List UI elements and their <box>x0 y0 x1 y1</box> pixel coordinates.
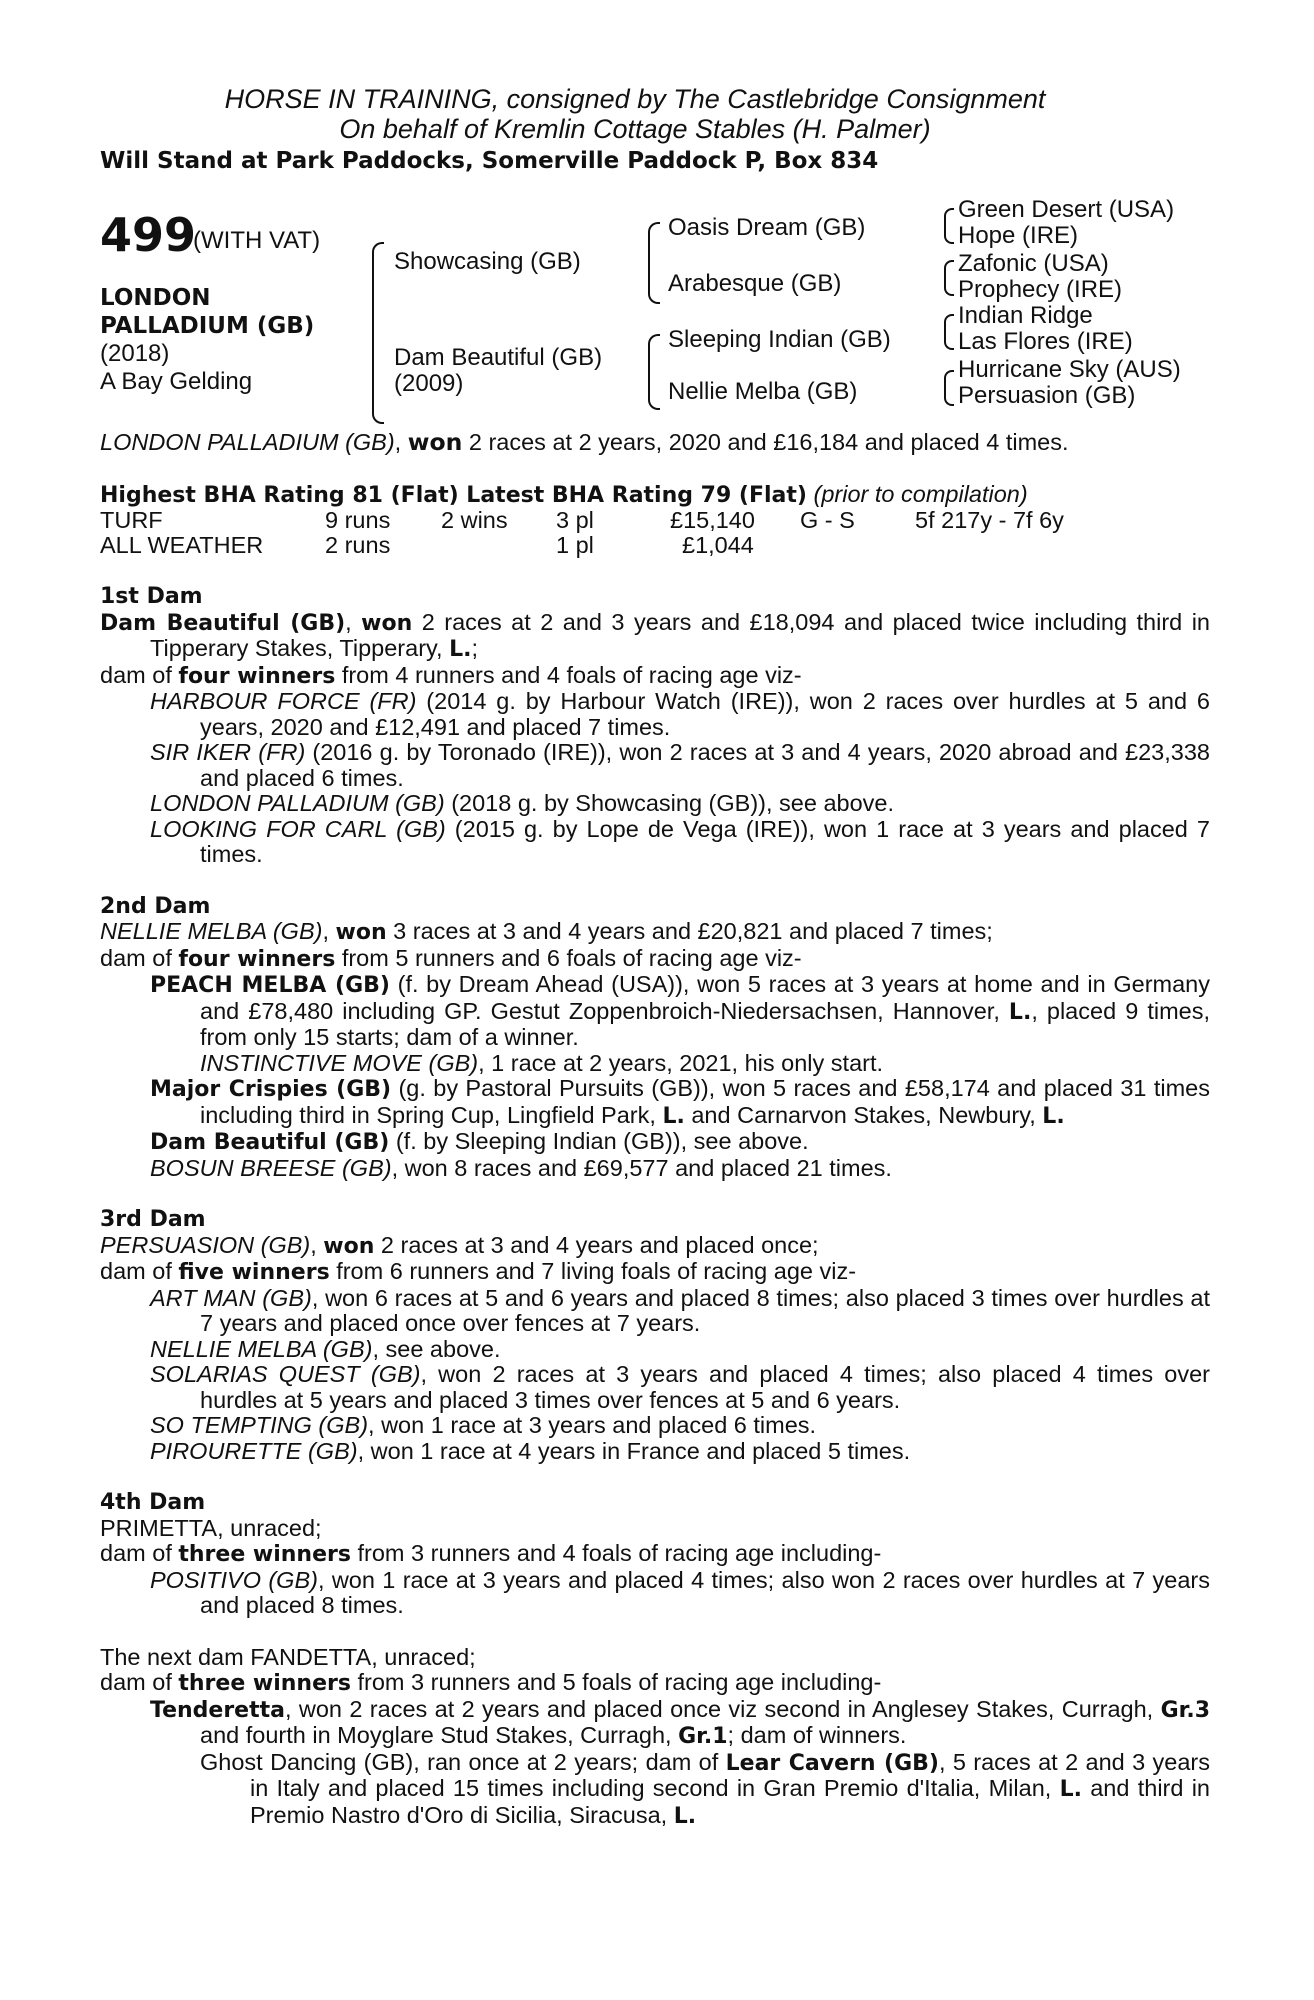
bracket-oasis <box>944 208 954 244</box>
offspring-entry: Major Crispies (GB) (g. by Pastoral Pursuits (GB)), won 5 races and £58,174 and placed 31 times including third in Spring Cup, Lingfield Park, L. and Carnarvon Stakes, Newbury, L. <box>150 1075 1210 1129</box>
gs-7: Hurricane Sky (AUS) <box>958 356 1181 383</box>
turf-row: TURF 9 runs 2 wins 3 pl £15,140 G - S 5f 217y - 7f 6y <box>100 507 1064 533</box>
horse-description: A Bay Gelding <box>100 368 253 395</box>
dam-record: PRIMETTA, unraced; <box>100 1514 322 1541</box>
produce-summary: dam of four winners from 4 runners and 4 foals of racing age viz- <box>100 661 802 689</box>
bracket-sleeping <box>944 314 954 350</box>
offspring-entry: PEACH MELBA (GB) (f. by Dream Ahead (USA)), won 5 races at 3 years at home and in Germany and £78,480 including GP. Gestut Zoppenbroich-Niedersachsen, Hannover, L., placed 9 times, from only 15 starts; dam of a winner. <box>150 971 1210 1050</box>
consignor-header <box>60 84 1210 144</box>
offspring-entry: LONDON PALLADIUM (GB) (2018 g. by Showcasing (GB)), see above. <box>150 790 895 816</box>
offspring-entry: Tenderetta, won 2 races at 2 years and placed once viz second in Anglesey Stakes, Curragh, Gr.3 and fourth in Moyglare Stud Stakes, Curragh, Gr.1; dam of winners. <box>150 1695 1210 1749</box>
fourth-dam-section <box>100 1490 1210 1619</box>
offspring-entry: NELLIE MELBA (GB), see above. <box>150 1335 501 1362</box>
offspring-entry: HARBOUR FORCE (FR) (2014 g. by Harbour Watch (IRE)), won 2 races over hurdles at 5 and 6 years, 2020 and £12,491 and placed 7 times. <box>150 688 1210 740</box>
pedigree-bracket <box>372 242 384 424</box>
race-summary: LONDON PALLADIUM (GB), won 2 races at 2 years, 2020 and £16,184 and placed 4 times. <box>100 428 1069 456</box>
gs-4: Prophecy (IRE) <box>958 276 1123 303</box>
dam-record: NELLIE MELBA (GB), won 3 races at 3 and 4 years and £20,821 and placed 7 times; <box>100 918 993 945</box>
pedigree-block <box>100 196 1210 426</box>
dam-record: PERSUASION (GB), won 2 races at 3 and 4 years and placed once; <box>100 1231 819 1259</box>
bracket-arabesque <box>944 260 954 296</box>
section-heading: 3rd Dam <box>100 1207 206 1232</box>
sire-dam: Arabesque (GB) <box>668 270 842 297</box>
stand-location: Will Stand at Park Paddocks, Somerville Paddock P, Box 834 <box>100 148 879 174</box>
horse-name: LONDON PALLADIUM (GB) (2018) A Bay Gelding <box>100 285 315 395</box>
bha-rating: Highest BHA Rating 81 (Flat) Latest BHA Rating 79 (Flat) (prior to compilation) <box>100 480 1028 508</box>
offspring-entry: PIROURETTE (GB), won 1 race at 4 years in France and placed 5 times. <box>150 1437 911 1464</box>
gs-8: Persuasion (GB) <box>958 382 1136 409</box>
produce-summary: dam of three winners from 3 runners and 5 foals of racing age including- <box>100 1669 882 1696</box>
dam-dam: Nellie Melba (GB) <box>668 378 858 405</box>
sire: Showcasing (GB) <box>394 248 581 275</box>
dam-sire: Sleeping Indian (GB) <box>668 326 891 353</box>
produce-summary: dam of four winners from 5 runners and 6 foals of racing age viz- <box>100 944 802 972</box>
offspring-entry: SIR IKER (FR) (2016 g. by Toronado (IRE)), won 2 races at 3 and 4 years, 2020 abroad and £23,338 and placed 6 times. <box>150 739 1210 791</box>
first-dam-section <box>100 584 1210 868</box>
offspring-entry: SO TEMPTING (GB), won 1 race at 3 years and placed 6 times. <box>150 1412 817 1438</box>
foaling-year: (2018) <box>100 340 170 367</box>
bracket-nellie <box>944 370 954 406</box>
dam-record: Dam Beautiful (GB), won 2 races at 2 and 3 years and £18,094 and placed twice including third in Tipperary Stakes, Tipperary, L.; <box>100 608 1210 662</box>
offspring-entry: ART MAN (GB), won 6 races at 5 and 6 years and placed 8 times; also placed 3 times over hurdles at 7 years and placed once over fences at 7 years. <box>150 1284 1210 1336</box>
catalogue-page <box>100 84 1210 1829</box>
behalf-line: On behalf of Kremlin Cottage Stables (H. Palmer) <box>339 114 931 144</box>
produce-summary: dam of three winners from 3 runners and 4 foals of racing age including- <box>100 1540 882 1567</box>
offspring-entry: Dam Beautiful (GB) (f. by Sleeping Indian (GB)), see above. <box>150 1128 809 1155</box>
offspring-entry: LOOKING FOR CARL (GB) (2015 g. by Lope de Vega (IRE)), won 1 race at 3 years and placed 7 times. <box>150 815 1211 867</box>
section-heading: 2nd Dam <box>100 893 211 919</box>
gs-6: Las Flores (IRE) <box>958 328 1133 355</box>
consignor-line: HORSE IN TRAINING, consigned by The Castlebridge Consignment <box>224 84 1046 114</box>
catalogue-body <box>100 430 1210 1829</box>
dam-bracket <box>648 334 660 410</box>
section-heading: 4th Dam <box>100 1490 206 1515</box>
gs-5: Indian Ridge <box>958 302 1093 329</box>
gs-1: Green Desert (USA) <box>958 196 1175 223</box>
sire-bracket <box>648 222 660 304</box>
second-dam-section <box>100 894 1210 1182</box>
gs-3: Zafonic (USA) <box>958 250 1109 277</box>
produce-summary: dam of five winners from 6 runners and 7 living foals of racing age viz- <box>100 1258 857 1285</box>
third-dam-section <box>100 1207 1210 1464</box>
all-weather-row: ALL WEATHER 2 runs 1 pl £1,044 <box>100 532 754 558</box>
next-dam-section <box>100 1645 1210 1830</box>
offspring-entry: SOLARIAS QUEST (GB), won 2 races at 3 years and placed 4 times; also placed 4 times over hurdles at 5 years and placed 3 times over fences at 5 and 6 years. <box>150 1361 1210 1413</box>
dam: Dam Beautiful (GB) <box>394 344 603 371</box>
dam-record: The next dam FANDETTA, unraced; <box>100 1643 476 1670</box>
offspring-entry: POSITIVO (GB), won 1 race at 3 years and placed 4 times; also won 2 races over hurdles at 7 years and placed 8 times. <box>150 1566 1210 1618</box>
ratings-section <box>100 482 1210 559</box>
vat-note: (WITH VAT) <box>193 227 321 254</box>
gs-2: Hope (IRE) <box>958 222 1079 249</box>
grand-offspring-entry: INSTINCTIVE MOVE (GB), 1 race at 2 years, 2021, his only start. <box>200 1049 884 1076</box>
dam-year: (2009) <box>394 370 464 397</box>
offspring-entry: BOSUN BREESE (GB), won 8 races and £69,577 and placed 21 times. <box>150 1154 892 1181</box>
sire-sire: Oasis Dream (GB) <box>668 214 866 241</box>
lot-number: 499 <box>100 208 197 262</box>
section-heading: 1st Dam <box>100 584 203 609</box>
grand-offspring-entry: Ghost Dancing (GB), ran once at 2 years; dam of Lear Cavern (GB), 5 races at 2 and 3 years in Italy and placed 15 times including second in Gran Premio d'Italia, Milan, L. and third in Premio Nastro d'Oro di Sicilia, Siracusa, L. <box>200 1748 1210 1829</box>
